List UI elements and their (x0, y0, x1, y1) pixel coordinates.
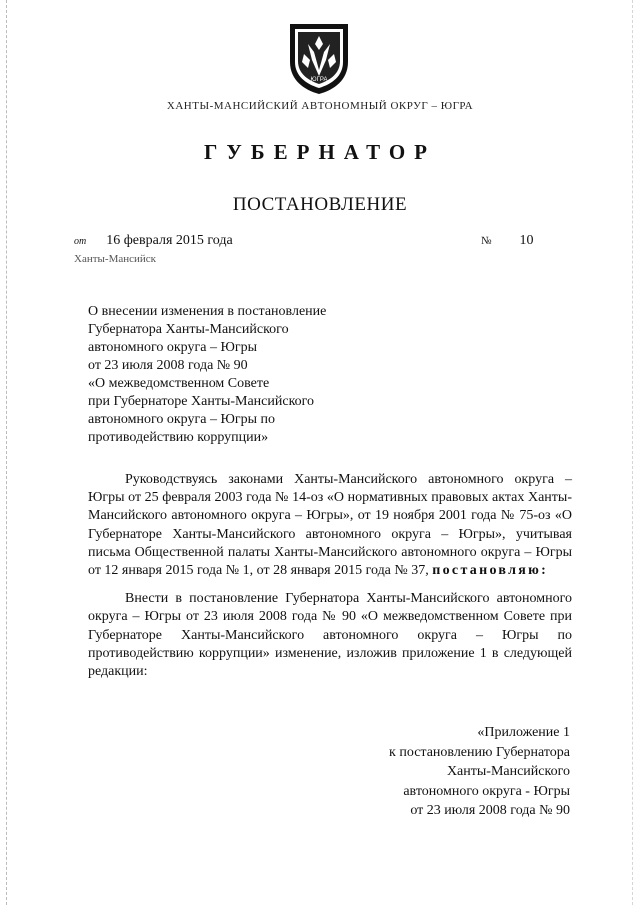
document-type: ПОСТАНОВЛЕНИЕ (232, 194, 408, 215)
subject-line: О внесении изменения в постановление (88, 304, 327, 319)
document-city: Ханты-Мансийск (74, 253, 157, 265)
coat-of-arms-emblem (284, 20, 354, 96)
number-sign: № (481, 235, 492, 247)
subject-line: «О межведомственном Совете (88, 376, 270, 391)
subject-line: автономного округа – Югры (88, 340, 257, 355)
appendix-line: «Приложение 1 (477, 725, 570, 740)
subject-line: от 23 июля 2008 года № 90 (88, 358, 248, 373)
document-number (481, 233, 534, 249)
document-date (74, 233, 233, 249)
body-paragraph-decision: Внести в постановление Губернатора Ханты-Мансийского автономного округа – Югры от 23 июля 2008 года № 90 «О межведомственном Совете при Губернаторе Ханты-Мансийского автономного округа – Югры по противодействию коррупции» изменение, изложив приложение 1 в следующей редакции: (88, 591, 572, 680)
appendix-line: Ханты-Мансийского (446, 764, 570, 779)
preamble-text: Руководствуясь законами Ханты-Мансийского автономного округа – Югры от 25 февраля 2003 года № 14-оз «О нормативных правовых актах Ханты-Мансийского автономного округа – Югры», от 19 ноября 2001 года № 75-оз «О Губернаторе Ханты-Мансийского автономного округа – Югры», учитывая письма Общественной палаты Ханты-Мансийского автономного округа – Югры от 12 января 2015 года № 1, от 28 января 2015 года № 37, (88, 472, 572, 579)
appendix-line: от 23 июля 2008 года № 90 (410, 803, 570, 818)
subject-line: противодействию коррупции» (88, 430, 269, 445)
date-value: 16 февраля 2015 года (106, 233, 233, 248)
document-body (88, 471, 572, 691)
scan-edge-right (632, 0, 634, 905)
document-issuer-title: ГУБЕРНАТОР (203, 140, 437, 164)
subject-line: при Губернаторе Ханты-Мансийского (88, 394, 315, 409)
resolve-word: постановляю: (432, 563, 549, 579)
appendix-heading (330, 723, 570, 821)
document-subject (88, 303, 388, 447)
emblem-caption: ЮГРА (310, 77, 328, 83)
organization-name: ХАНТЫ-МАНСИЙСКИЙ АВТОНОМНЫЙ ОКРУГ – ЮГРА (166, 100, 474, 112)
number-value: 10 (519, 233, 534, 248)
subject-line: Губернатора Ханты-Мансийского (88, 322, 289, 337)
subject-line: автономного округа – Югры по (88, 412, 275, 427)
appendix-line: к постановлению Губернатора (389, 744, 570, 760)
body-paragraph-preamble (88, 471, 572, 580)
appendix-line: автономного округа - Югры (403, 783, 570, 799)
date-prefix: от (74, 236, 87, 247)
scan-edge-left (6, 0, 8, 905)
